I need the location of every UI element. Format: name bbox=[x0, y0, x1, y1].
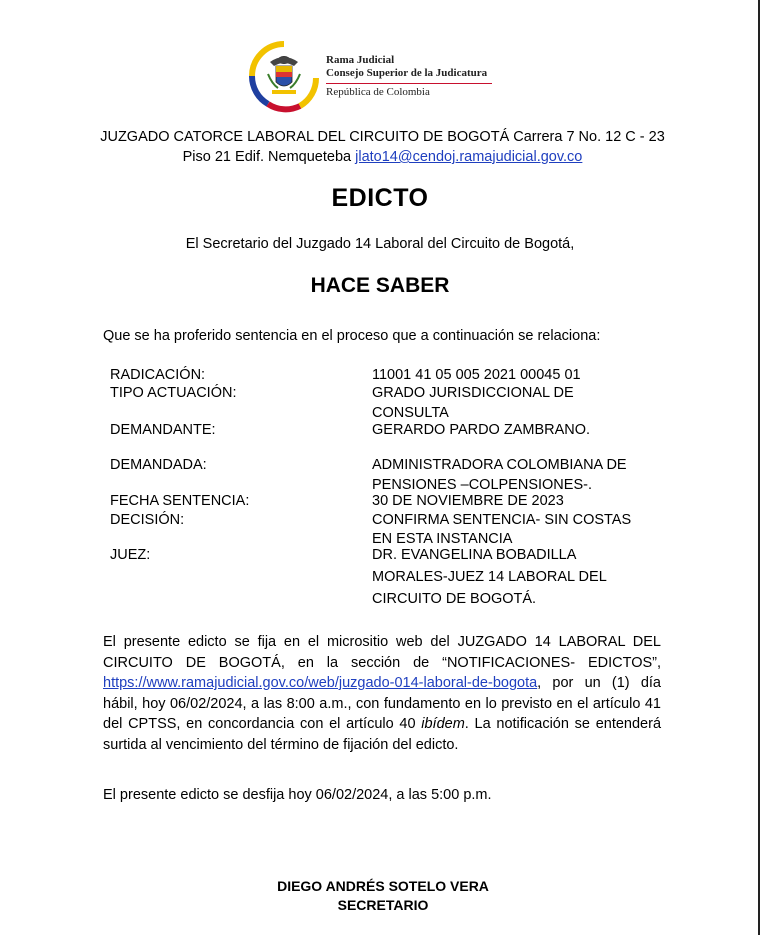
body-text-1: El presente edicto se fija en el micrositio web del JUZGADO 14 LABORAL DEL CIRCUITO DE BOGOTÁ, en la sección de “NOTIFICACIONES- EDICTOS”, bbox=[103, 634, 661, 671]
tipo-actuacion-label: TIPO ACTUACIÓN: bbox=[110, 385, 237, 401]
colombia-coat-of-arms-icon bbox=[248, 40, 320, 114]
juez-value-1: DR. EVANGELINA BOBADILLA bbox=[372, 547, 577, 563]
logo-line-1: Rama Judicial bbox=[326, 54, 395, 66]
ibidem-text: ibídem bbox=[421, 716, 465, 732]
court-address bbox=[100, 127, 665, 167]
decision-label: DECISIÓN: bbox=[110, 512, 185, 528]
logo-line-2: Consejo Superior de la Judicatura bbox=[326, 67, 488, 79]
body-paragraph bbox=[103, 632, 661, 755]
court-email-link[interactable]: jlato14@cendoj.ramajudicial.gov.co bbox=[355, 149, 583, 165]
juez-label: JUEZ: bbox=[110, 547, 151, 563]
body-text-3: . La notificación se entenderá surtida al vencimiento del término de fijación del edicto. bbox=[103, 716, 662, 753]
juez-value-2: MORALES-JUEZ 14 LABORAL DEL bbox=[372, 569, 607, 585]
logo-text bbox=[326, 54, 492, 99]
intro-text: Que se ha proferido sentencia en el proceso que a continuación se relaciona: bbox=[103, 328, 601, 344]
radicacion-value: 11001 41 05 005 2021 00045 01 bbox=[372, 367, 581, 383]
desfija-text: El presente edicto se desfija hoy 06/02/2024, a las 5:00 p.m. bbox=[103, 787, 492, 803]
signature-name: DIEGO ANDRÉS SOTELO VERA bbox=[277, 878, 489, 894]
document-title: EDICTO bbox=[331, 184, 429, 212]
decision-value-1: CONFIRMA SENTENCIA- SIN COSTAS bbox=[372, 512, 632, 528]
radicacion-label: RADICACIÓN: bbox=[110, 367, 206, 383]
fecha-sentencia-label: FECHA SENTENCIA: bbox=[110, 493, 250, 509]
secretario-line: El Secretario del Juzgado 14 Laboral del Circuito de Bogotá, bbox=[185, 236, 575, 252]
tipo-actuacion-value-1: GRADO JURISDICCIONAL DE bbox=[372, 385, 574, 401]
court-line: JUZGADO CATORCE LABORAL DEL CIRCUITO DE BOGOTÁ Carrera 7 No. 12 C - 23 Piso 21 Edif. Nemqueteba bbox=[100, 129, 665, 165]
demandante-value: GERARDO PARDO ZAMBRANO. bbox=[372, 422, 591, 438]
fecha-sentencia-value: 30 DE NOVIEMBRE DE 2023 bbox=[372, 493, 564, 509]
demandada-value-2: PENSIONES –COLPENSIONES-. bbox=[372, 477, 592, 493]
logo-line-3: República de Colombia bbox=[326, 86, 430, 98]
logo-divider bbox=[326, 83, 492, 84]
hace-saber-heading: HACE SABER bbox=[310, 274, 450, 297]
signature-title: SECRETARIO bbox=[337, 897, 429, 913]
tipo-actuacion-value-2: CONSULTA bbox=[372, 405, 449, 421]
demandante-label: DEMANDANTE: bbox=[110, 422, 216, 438]
juez-value-3: CIRCUITO DE BOGOTÁ. bbox=[372, 591, 537, 607]
micrositio-link[interactable]: https://www.ramajudicial.gov.co/web/juzgado-014-laboral-de-bogota bbox=[103, 675, 538, 691]
demandada-value-1: ADMINISTRADORA COLOMBIANA DE bbox=[372, 457, 627, 473]
body-text-2: , por un (1) día hábil, hoy 06/02/2024, a las 8:00 a.m., con fundamento en lo previsto en el artículo 41 del CPTSS, en concordancia con el artículo 40 bbox=[103, 675, 661, 732]
decision-value-2: EN ESTA INSTANCIA bbox=[372, 531, 513, 547]
rama-judicial-logo bbox=[248, 40, 508, 114]
demandada-label: DEMANDADA: bbox=[110, 457, 207, 473]
